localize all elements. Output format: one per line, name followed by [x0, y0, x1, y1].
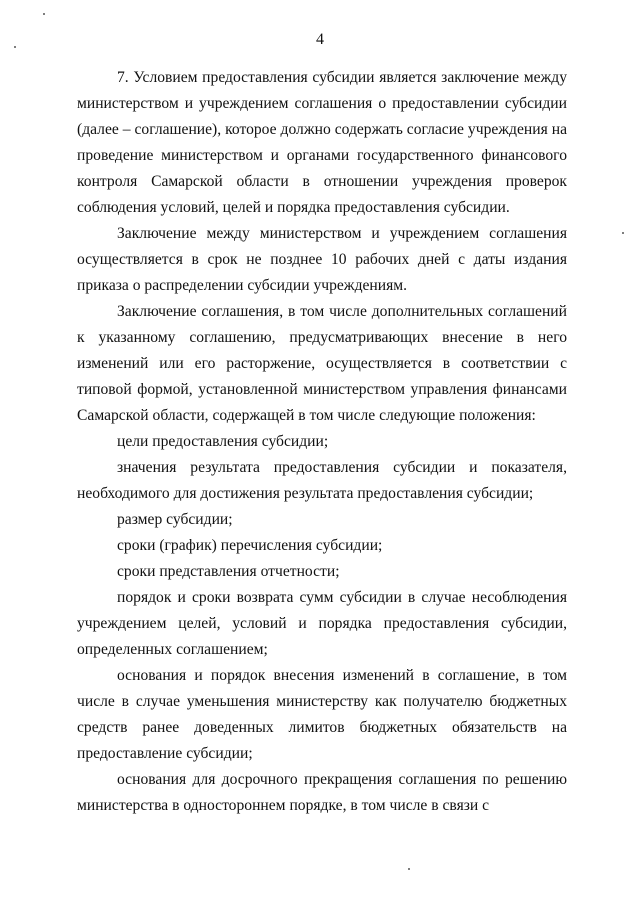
list-item-result-values: значения результата предоставления субсидии и показателя, необходимого для достижения результата предоставления субсидии;: [77, 459, 567, 502]
paragraph-agreement-term: Заключение между министерством и учреждением соглашения осуществляется в срок не позднее 10 рабочих дней с даты издания приказа о распределении субсидии учреждениям.: [77, 225, 567, 294]
scan-speck: [43, 13, 45, 15]
paragraph-agreement-form: Заключение соглашения, в том числе дополнительных соглашений к указанному соглашению, предусматривающих внесение в него изменений или его расторжение, осуществляется в соответствии с типовой формой, установленной министерством управления финансами Самарской области, содержащей в том числе следующие положения:: [77, 303, 567, 424]
paragraph-condition-agreement: 7. Условием предоставления субсидии является заключение между министерством и учреждением соглашения о предоставлении субсидии (далее – соглашение), которое должно содержать согласие учреждения на проведение министерством и органами государственного финансового контроля Самарской области в отношении учреждения проверок соблюдения условий, целей и порядка предоставления субсидии.: [77, 69, 567, 216]
page-number: 4: [316, 31, 324, 48]
scan-speck: [14, 46, 16, 48]
list-item-transfer-schedule: сроки (график) перечисления субсидии;: [117, 537, 383, 554]
scan-speck: [622, 232, 624, 234]
list-item-termination-grounds: основания для досрочного прекращения соглашения по решению министерства в одностороннем порядке, в том числе в связи с: [77, 771, 567, 814]
list-item-reporting-terms: сроки представления отчетности;: [117, 563, 340, 580]
list-item-subsidy-size: размер субсидии;: [117, 511, 233, 528]
list-item-refund-procedure: порядок и сроки возврата сумм субсидии в случае несоблюдения учреждением целей, условий и порядка предоставления субсидии, определенных соглашением;: [77, 589, 567, 658]
scan-speck: [408, 868, 410, 870]
list-item-goals: цели предоставления субсидии;: [117, 433, 329, 450]
document-body: [77, 65, 567, 819]
list-item-amendment-grounds: основания и порядок внесения изменений в соглашение, в том числе в случае уменьшения министерству как получателю бюджетных средств ранее доведенных лимитов бюджетных обязательств на предоставление субсидии;: [77, 667, 567, 762]
